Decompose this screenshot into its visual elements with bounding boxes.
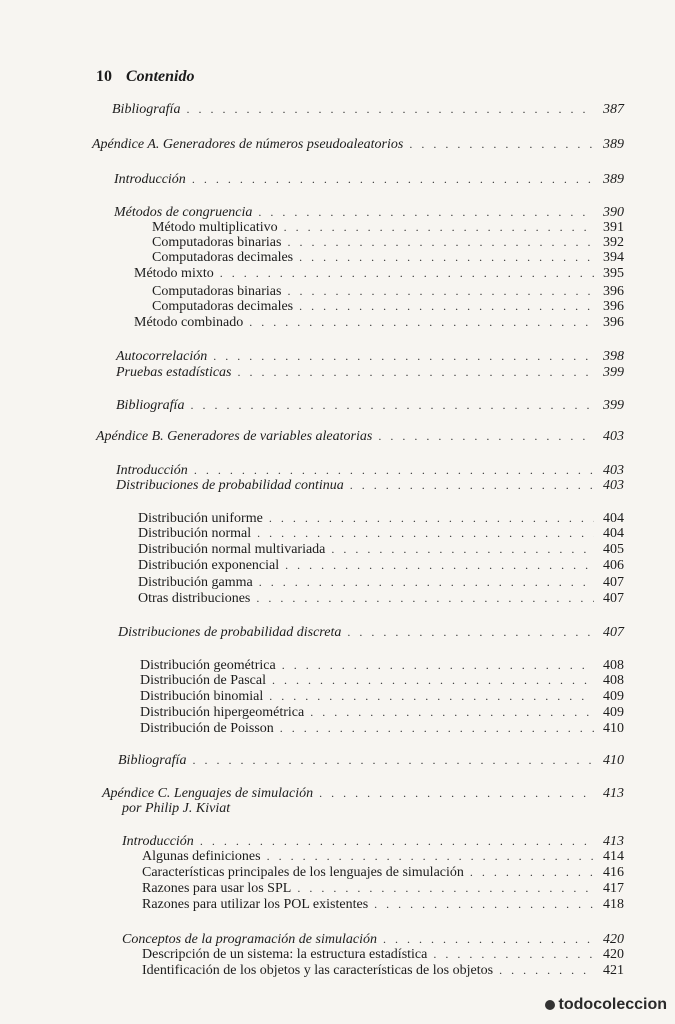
toc-dot-leader [220,265,594,281]
toc-page-number: 403 [603,429,624,444]
toc-page-number: 418 [603,897,624,912]
toc-entry-title: Introducción [116,463,188,478]
toc-dot-leader [249,314,594,330]
toc-dot-leader [299,249,594,265]
page-title: Contenido [126,68,195,85]
toc-entry [140,704,624,721]
toc-dot-leader [287,283,594,299]
toc-entry-title: Apéndice C. Lenguajes de simulación [102,786,314,801]
toc-entry [102,785,624,802]
toc-page-number: 410 [603,753,624,768]
toc-entry [138,541,624,558]
toc-page-number: 403 [603,478,624,493]
toc-entry [142,946,624,963]
toc-dot-leader [258,204,594,220]
toc-entry-title: Conceptos de la programación de simulación [122,932,377,947]
toc-entry [118,624,624,641]
toc-entry [142,896,624,913]
toc-page-number: 420 [603,947,624,962]
toc-dot-leader [470,864,594,880]
toc-entry-title: Computadoras binarias [152,284,282,299]
toc-entry-title: Autocorrelación [116,349,208,364]
toc-dot-leader [331,541,594,557]
toc-entry [116,477,624,494]
toc-page-number: 405 [603,542,624,557]
toc-page-number: 387 [603,102,624,117]
toc-page-number: 391 [603,220,624,235]
toc-page-number: 417 [603,881,624,896]
toc-page-number: 408 [603,673,624,688]
toc-dot-leader [194,462,594,478]
toc-entry-title: Pruebas estadísticas [116,365,232,380]
toc-dot-leader [186,101,594,117]
toc-page-number: 409 [603,689,624,704]
toc-dot-leader [282,657,594,673]
toc-page-number: 392 [603,235,624,250]
toc-dot-leader [383,931,594,947]
toc-entry [138,557,624,574]
watermark [545,996,667,1014]
toc-entry-title: Distribución de Pascal [140,673,266,688]
toc-dot-leader [200,833,594,849]
toc-dot-leader [280,720,594,736]
toc-dot-leader [297,880,594,896]
toc-page-number: 398 [603,349,624,364]
toc-entry-title: Bibliografía [112,102,181,117]
toc-entry-title: Apéndice B. Generadores de variables aleatorias [96,429,373,444]
toc-page-number: 410 [603,721,624,736]
toc-page-number: 420 [603,932,624,947]
toc-dot-leader [267,848,594,864]
toc-page-number: 404 [603,511,624,526]
toc-dot-leader [433,946,594,962]
toc-entry [142,880,624,897]
toc-entry [140,672,624,689]
toc-entry [112,101,624,118]
toc-page-number: 403 [603,463,624,478]
toc-page-number: 390 [603,205,624,220]
toc-page-number: 389 [603,172,624,187]
toc-page-number: 399 [603,398,624,413]
toc-entry-title: Distribución gamma [138,575,253,590]
toc-dot-leader [310,704,594,720]
toc-page-number: 396 [603,315,624,330]
toc-page-number: 407 [603,575,624,590]
toc-entry-title: Distribución exponencial [138,558,280,573]
toc-page-number: 404 [603,526,624,541]
toc-entry [152,298,624,315]
toc-entry-title: Otras distribuciones [138,591,251,606]
toc-entry-title: Distribución normal [138,526,252,541]
toc-entry [134,265,624,282]
toc-entry-title: Identificación de los objetos y las características de los objetos [142,963,494,978]
toc-entry [134,314,624,331]
toc-dot-leader [213,348,594,364]
toc-entry-title: Introducción [122,834,194,849]
toc-dot-leader [272,672,594,688]
toc-entry-title: Computadoras binarias [152,235,282,250]
toc-page-number: 396 [603,299,624,314]
toc-entry [114,171,624,188]
toc-entry [142,962,624,979]
toc-dot-leader [238,364,595,380]
toc-entry-title: Algunas definiciones [142,849,261,864]
toc-dot-leader [287,234,594,250]
toc-page-number: 416 [603,865,624,880]
toc-entry-title: Distribuciones de probabilidad continua [116,478,344,493]
toc-entry [96,428,624,445]
toc-entry [138,525,624,542]
toc-dot-leader [269,510,594,526]
toc-entry [116,397,624,414]
toc-entry [140,720,624,737]
toc-entry-title: Bibliografía [116,398,185,413]
toc-dot-leader [299,298,594,314]
toc-entry-title: Computadoras decimales [152,299,294,314]
toc-dot-leader [378,428,594,444]
toc-entry-title: Computadoras decimales [152,250,294,265]
toc-entry-title: Descripción de un sistema: la estructura estadística [142,947,428,962]
toc-entry [140,688,624,705]
toc-entry [142,864,624,881]
toc-entry [122,801,624,817]
toc-entry-title: Método multiplicativo [152,220,278,235]
toc-entry-title: Distribución binomial [140,689,264,704]
toc-entry-title: Distribución geométrica [140,658,276,673]
toc-entry-title: Distribución normal multivariada [138,542,326,557]
watermark-dot-icon [545,1000,555,1010]
toc-entry-title: Métodos de congruencia [114,205,253,220]
toc-entry [92,136,624,153]
toc-dot-leader [285,557,594,573]
toc-entry-title: Bibliografía [118,753,187,768]
toc-page-number: 399 [603,365,624,380]
toc-dot-leader [319,785,594,801]
toc-entry [116,364,624,381]
toc-page-number: 409 [603,705,624,720]
toc-dot-leader [190,397,594,413]
toc-page-number: 421 [603,963,624,978]
toc-entry-title: Método combinado [134,315,244,330]
toc-entry [142,848,624,865]
toc-entry-title: Características principales de los lenguajes de simulación [142,865,464,880]
toc-entry-title: Razones para utilizar los POL existentes [142,897,369,912]
toc-entry-title: Distribución de Poisson [140,721,274,736]
page-number: 10 [96,68,112,85]
toc-page-number: 414 [603,849,624,864]
toc-dot-leader [499,962,594,978]
toc-page-number: 395 [603,266,624,281]
toc-dot-leader [284,219,594,235]
toc-dot-leader [192,752,594,768]
toc-entry-title: Distribución uniforme [138,511,263,526]
toc-entry [138,590,624,607]
toc-dot-leader [269,688,594,704]
watermark-text: todocoleccion [558,996,667,1013]
toc-entry-title: Apéndice A. Generadores de números pseudoaleatorios [92,137,404,152]
toc-entry-title: por Philip J. Kiviat [122,801,231,816]
toc-page-number: 408 [603,658,624,673]
toc-dot-leader [192,171,594,187]
toc-dot-leader [409,136,594,152]
toc-entry-title: Distribución hipergeométrica [140,705,305,720]
toc-dot-leader [347,624,594,640]
toc-dot-leader [257,525,594,541]
toc-entry [138,574,624,591]
toc-entry [118,752,624,769]
toc-entry [116,348,624,365]
toc-page-number: 413 [603,786,624,801]
toc-page-number: 413 [603,834,624,849]
toc-page-number: 396 [603,284,624,299]
toc-entry-title: Distribuciones de probabilidad discreta [118,625,342,640]
toc-entry-title: Razones para usar los SPL [142,881,292,896]
toc-dot-leader [374,896,594,912]
toc-page-number: 406 [603,558,624,573]
toc-page-number: 407 [603,591,624,606]
toc-entry [152,249,624,266]
toc-dot-leader [256,590,594,606]
toc-dot-leader [259,574,594,590]
toc-page-number: 389 [603,137,624,152]
toc-page-number: 394 [603,250,624,265]
toc-page-number: 407 [603,625,624,640]
toc-dot-leader [350,477,594,493]
toc-entry-title: Introducción [114,172,186,187]
toc-entry-title: Método mixto [134,266,214,281]
